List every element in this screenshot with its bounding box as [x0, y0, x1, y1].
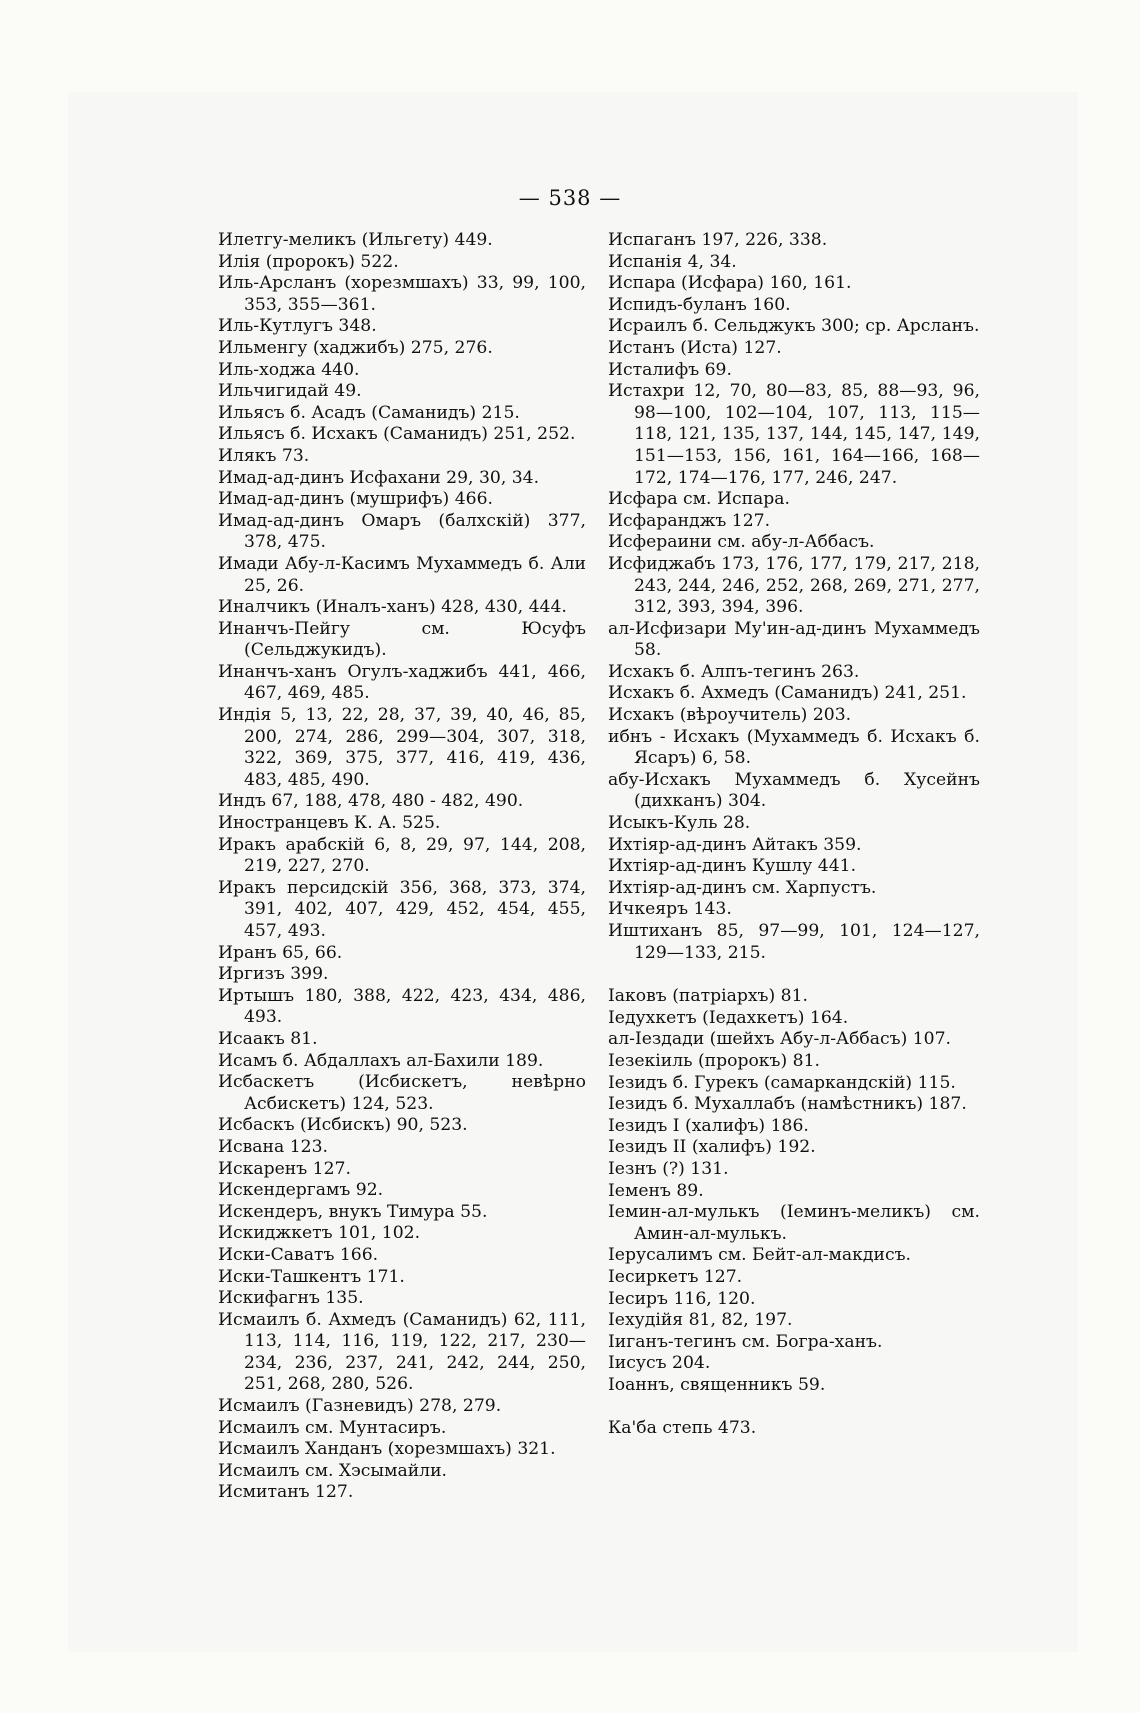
index-entry: Иски-Ташкентъ 171.	[218, 1266, 405, 1287]
index-entry: Иракъ арабскій 6, 8, 29, 97, 144, 208, 219, 227, 270.	[218, 834, 586, 877]
index-entry: Иналчикъ (Иналъ-ханъ) 428, 430, 444.	[218, 597, 567, 618]
index-entry: Исбаскетъ (Исбискетъ, невѣрно Асбискетъ) 124, 523.	[218, 1072, 586, 1114]
index-entry: Испаганъ 197, 226, 338.	[608, 230, 828, 250]
index-entry: Илякъ 73.	[218, 445, 310, 466]
index-entry: Іезидъ I (халифъ) 186.	[608, 1115, 809, 1136]
index-entry: Истанъ (Иста) 127.	[608, 337, 782, 358]
index-entry: Искендеръ, внукъ Тимура 55.	[218, 1201, 488, 1222]
index-entry: Индъ 67, 188, 478, 480 - 482, 490.	[218, 791, 524, 812]
index-entry: Илетгу-меликъ (Ильгету) 449.	[218, 230, 493, 250]
index-entry: Иностранцевъ К. А. 525.	[218, 813, 441, 834]
index-entry: Иль-Арсланъ (хорезмшахъ) 33, 99, 100, 353, 355—361.	[218, 273, 586, 315]
index-entry: Искаренъ 127.	[218, 1158, 351, 1179]
index-entry: Искифагнъ 135.	[218, 1288, 364, 1309]
index-entry: Инанчъ-ханъ Огулъ-хаджибъ 441, 466, 467, 469, 485.	[218, 661, 586, 704]
index-entry: Имад-ад-динъ Омаръ (балхскій) 377, 378, 475.	[218, 510, 586, 553]
index-entry: Ильясъ б. Исхакъ (Саманидъ) 251, 252.	[218, 424, 576, 445]
index-entry: Іаковъ (патріархъ) 81.	[608, 986, 808, 1007]
index-entry: Исмаилъ см. Хэсымайли.	[218, 1460, 448, 1481]
index-entry: Іедухкетъ (Іедахкетъ) 164.	[608, 1007, 849, 1028]
index-entry: Испанія 4, 34.	[608, 251, 737, 272]
index-entry: Іесиръ 116, 120.	[608, 1288, 756, 1309]
index-entry: Ка'ба степь 473.	[608, 1418, 757, 1439]
index-column-right	[608, 230, 980, 1440]
index-entry: Иль-ходжа 440.	[218, 359, 360, 380]
index-entry: Ихтіяр-ад-динъ см. Харпустъ.	[608, 877, 877, 898]
index-entry: Исталифъ 69.	[608, 359, 732, 380]
index-entry: Ильменгу (хаджибъ) 275, 276.	[218, 337, 493, 358]
index-entry: Исхакъ (вѣроучитель) 203.	[608, 705, 852, 726]
index-entry: Иртышъ 180, 388, 422, 423, 434, 486, 493.	[218, 985, 586, 1028]
index-entry: Иштиханъ 85, 97—99, 101, 124—127, 129—133, 215.	[608, 921, 980, 963]
index-entry: Исраилъ б. Сельджукъ 300; ср. Арсланъ.	[608, 316, 980, 337]
index-entry: Іезидъ II (халифъ) 192.	[608, 1137, 816, 1158]
index-entry: Инанчъ-Пейгу см. Юсуфъ (Сельджукидъ).	[218, 618, 586, 661]
index-entry: ал-Іездади (шейхъ Абу-л-Аббасъ) 107.	[608, 1029, 952, 1050]
index-entry: Іесиркетъ 127.	[608, 1266, 743, 1287]
index-entry: Іерусалимъ см. Бейт-ал-макдисъ.	[608, 1245, 911, 1266]
index-entry: Ихтіяр-ад-динъ Кушлу 441.	[608, 856, 857, 877]
index-entry: Иль-Кутлугъ 348.	[218, 316, 377, 337]
index-entry: Индія 5, 13, 22, 28, 37, 39, 40, 46, 85, 200, 274, 286, 299—304, 307, 318, 322, 369, 375, 377, 416, 419, 436, 483, 485, 490.	[218, 705, 586, 790]
index-entry: Іезнъ (?) 131.	[608, 1158, 729, 1179]
index-entry: Іемин-ал-мулькъ (Іеминъ-меликъ) см. Амин-ал-мулькъ.	[608, 1202, 980, 1244]
index-entry: Имад-ад-динъ (мушрифъ) 466.	[218, 489, 493, 510]
index-entry: Исфиджабъ 173, 176, 177, 179, 217, 218, 243, 244, 246, 252, 268, 269, 271, 277, 312, 393, 394, 396.	[608, 553, 980, 618]
index-entry: Иракъ персидскій 356, 368, 373, 374, 391, 402, 407, 429, 452, 454, 455, 457, 493.	[218, 877, 586, 941]
index-entry: ибнъ - Исхакъ (Мухаммедъ б. Исхакъ б. Ясаръ) 6, 58.	[608, 726, 980, 769]
index-entry: ал-Исфизари Му'ин-ад-динъ Мухаммедъ 58.	[608, 618, 980, 661]
index-entry: Іеменъ 89.	[608, 1180, 704, 1201]
index-entry: Искендергамъ 92.	[218, 1180, 384, 1201]
index-column-left	[218, 230, 586, 1504]
group-gap	[608, 964, 980, 986]
index-entry: Иранъ 65, 66.	[218, 942, 343, 963]
index-entry: Иски-Саватъ 166.	[218, 1244, 379, 1265]
index-entry: Исмаилъ б. Ахмедъ (Саманидъ) 62, 111, 113, 114, 116, 119, 122, 217, 230—234, 236, 237, 241, 242, 244, 250, 251, 268, 280, 526.	[218, 1309, 586, 1395]
index-entry: Исфераини см. абу-л-Аббасъ.	[608, 532, 875, 553]
index-entry: Исхакъ б. Алпъ-тегинъ 263.	[608, 661, 860, 682]
index-entry: Имади Абу-л-Касимъ Мухаммедъ б. Али 25, 26.	[218, 553, 586, 596]
index-entry: Исаакъ 81.	[218, 1028, 318, 1049]
page-number: — 538 —	[518, 186, 622, 210]
index-entry: Исмаилъ (Газневидъ) 278, 279.	[218, 1396, 502, 1417]
index-entry: Иргизъ 399.	[218, 964, 329, 985]
index-entry: Исыкъ-Куль 28.	[608, 813, 751, 834]
index-entry: Исхакъ б. Ахмедъ (Саманидъ) 241, 251.	[608, 683, 967, 704]
index-group-ie	[608, 986, 980, 1396]
index-entry: Исфара см. Испара.	[608, 489, 790, 510]
index-entry: Испара (Исфара) 160, 161.	[608, 273, 852, 294]
index-entry: Іезекіиль (пророкъ) 81.	[608, 1050, 820, 1071]
index-entry: Ильчигидай 49.	[218, 381, 362, 402]
index-group-i	[608, 230, 980, 964]
index-entry: Іиганъ-тегинъ см. Богра-ханъ.	[608, 1331, 883, 1352]
index-group-k	[608, 1418, 980, 1440]
index-entry: Исамъ б. Абдаллахъ ал-Бахили 189.	[218, 1050, 544, 1071]
index-entry: Исмаилъ см. Мунтасиръ.	[218, 1417, 447, 1438]
index-entry: абу-Исхакъ Мухаммедъ б. Хусейнъ (дихканъ) 304.	[608, 769, 980, 812]
index-entry: Іоаннъ, священникъ 59.	[608, 1374, 826, 1395]
index-entry: Исфаранджъ 127.	[608, 510, 771, 531]
index-entry: Іезидъ б. Мухаллабъ (намѣстникъ) 187.	[608, 1094, 967, 1115]
index-entry: Іезидъ б. Гурекъ (самаркандскій) 115.	[608, 1072, 956, 1093]
index-entry: Ихтіяр-ад-динъ Айтакъ 359.	[608, 834, 862, 855]
index-entry: Іисусъ 204.	[608, 1353, 711, 1374]
index-entry: Исбаскъ (Исбискъ) 90, 523.	[218, 1115, 468, 1136]
index-entry: Илія (пророкъ) 522.	[218, 251, 399, 272]
index-entry: Испидъ-буланъ 160.	[608, 294, 791, 315]
index-entry: Исвана 123.	[218, 1136, 328, 1157]
index-entry: Ичкеяръ 143.	[608, 899, 732, 920]
index-entry: Исмаилъ Ханданъ (хорезмшахъ) 321.	[218, 1439, 556, 1460]
index-entry: Истахри 12, 70, 80—83, 85, 88—93, 96, 98—100, 102—104, 107, 113, 115—118, 121, 135, 137, 144, 145, 147, 149, 151—153, 156, 161, 164—166, 168—172, 174—176, 177, 246, 247.	[608, 381, 980, 488]
index-entry: Іехудійя 81, 82, 197.	[608, 1310, 793, 1331]
group-gap	[608, 1396, 980, 1418]
index-entry: Ильясъ б. Асадъ (Саманидъ) 215.	[218, 402, 520, 423]
index-entry: Исмитанъ 127.	[218, 1482, 354, 1503]
index-entry: Искиджкетъ 101, 102.	[218, 1223, 421, 1244]
index-entry: Имад-ад-динъ Исфахани 29, 30, 34.	[218, 467, 540, 488]
